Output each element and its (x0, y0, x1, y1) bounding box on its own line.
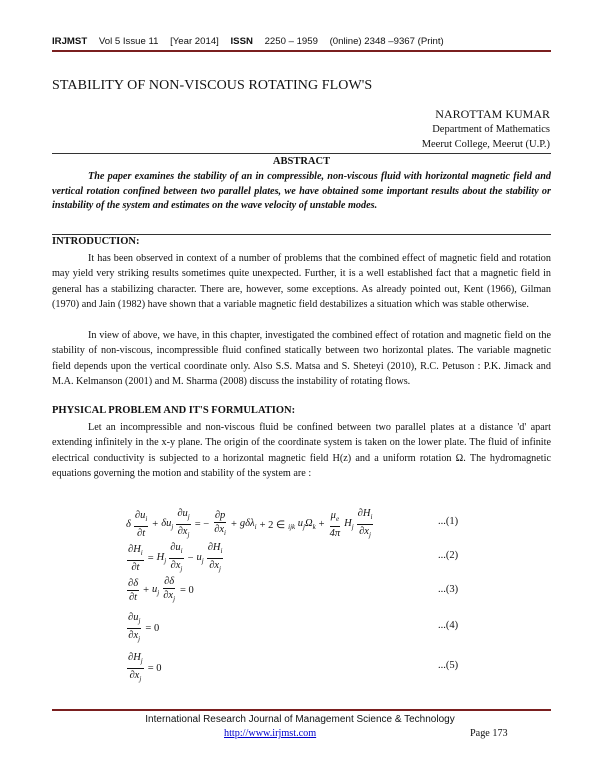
equation-5-number: ...(5) (438, 660, 459, 671)
page-number: Page 173 (470, 728, 508, 739)
equation-3-number: ...(3) (438, 584, 459, 595)
journal-url-link[interactable]: http://www.irjmst.com (224, 728, 317, 739)
footer-rule (52, 709, 551, 711)
volume-issue: Vol 5 Issue 11 (98, 36, 159, 47)
year: [Year 2014] (170, 36, 219, 47)
author-affiliation: Meerut College, Meerut (U.P.) (421, 139, 550, 150)
abstract-bottom-rule (52, 234, 551, 235)
introduction-paragraph-2: In view of above, we have, in this chapter, investigated the combined effect of rotation and magnetic field on the stability of non-viscous, incompressible fluid confined statically between two horizontal plates. The variable magnetic field depends upon the vertical coordinate only. Also S.S. Matsa and S. Sheteyi (2010), R.C. Petuson : P.K. Jimack and M.A. Kelmanson (2001) and M. Sharma (2008) discuss the instability of rotating flows. (52, 330, 551, 388)
equation-2-number: ...(2) (438, 550, 459, 561)
abstract-top-rule (52, 153, 551, 154)
issn-print: (0nline) 2348 –9367 (Print) (329, 36, 444, 47)
formulation-paragraph: Let an incompressible and non-viscous fluid be confined between two parallel plates at a distance 'd' apart extending infinitely in the x-y plane. The origin of the coordinate system is taken on the lower plate. The fluid of infinite electrical conductivity is subjected to a horizontal magnetic field H(z) and a uniform rotation Ω. The hydromagnetic equations governing the motion and stability of the system are : (52, 422, 551, 480)
journal-abbrev: IRJMST (52, 36, 88, 47)
formulation-heading: PHYSICAL PROBLEM AND IT'S FORMULATION: (52, 405, 296, 416)
running-header (52, 36, 453, 47)
author-name: NAROTTAM KUMAR (435, 107, 550, 121)
footer-journal-name: International Research Journal of Management Science & Technology (145, 714, 455, 725)
issn-label: ISSN (230, 36, 253, 47)
issn-online: 2250 – 1959 (264, 36, 318, 47)
author-department: Department of Mathematics (432, 124, 550, 135)
equation-1-number: ...(1) (438, 516, 459, 527)
equation-1: δ $\frac{\partial u_i}{\partial t}$ + $\delta u_j$ $\frac{\partial u_j}{\partial x_j}$ = − $\frac{\partial p}{\partial x_i}$ + gδλ$_i$ + 2 ∈ $_{ijk}$ $u_j\Omega_k$ + $\frac{\mu_e}{4\pi}$ $H_j$ $\frac{\partial H_i}{\partial x_j}$ (126, 508, 373, 540)
abstract-heading: ABSTRACT (272, 156, 331, 167)
equation-5: $\frac{\partial H_j}{\partial x_j}$ = 0 (128, 652, 162, 684)
equation-4: $\frac{\partial u_j}{\partial x_j}$ = 0 (128, 612, 160, 644)
paper-title: STABILITY OF NON-VISCOUS ROTATING FLOW'S (52, 78, 373, 93)
equation-3: $\frac{\partial\delta}{\partial t}$ + $u_j$ $\frac{\partial\delta}{\partial x_j}$ = 0 (128, 576, 194, 604)
abstract-text: The paper examines the stability of an in compressible, non-viscous fluid with horizontal magnetic field and vertical rotation confined between two parallel plates, we have obtained some important results about the stability or instability of the system and estimates on the wave velocity of unstable modes. (52, 171, 551, 212)
introduction-paragraph-1: It has been observed in context of a number of problems that the combined effect of magnetic field and rotation may yield very striking results sometimes quite unexpected. Further, it is a well established fact that a magnetic field in general has a stabilizing character. There are, however, some exceptions. As already pointed out, Kent (1966), Gilman (1970) and Jain (1982) have shown that a variable magnetic field destabilizes a situation which was stable otherwise. (52, 253, 551, 311)
equation-4-number: ...(4) (438, 620, 459, 631)
header-rule (52, 50, 551, 52)
introduction-heading: INTRODUCTION: (52, 236, 140, 247)
equation-2: $\frac{\partial H_i}{\partial t}$ = $H_j$ $\frac{\partial u_i}{\partial x_j}$ − $u_j$ $\frac{\partial H_i}{\partial x_j}$ (128, 542, 223, 574)
